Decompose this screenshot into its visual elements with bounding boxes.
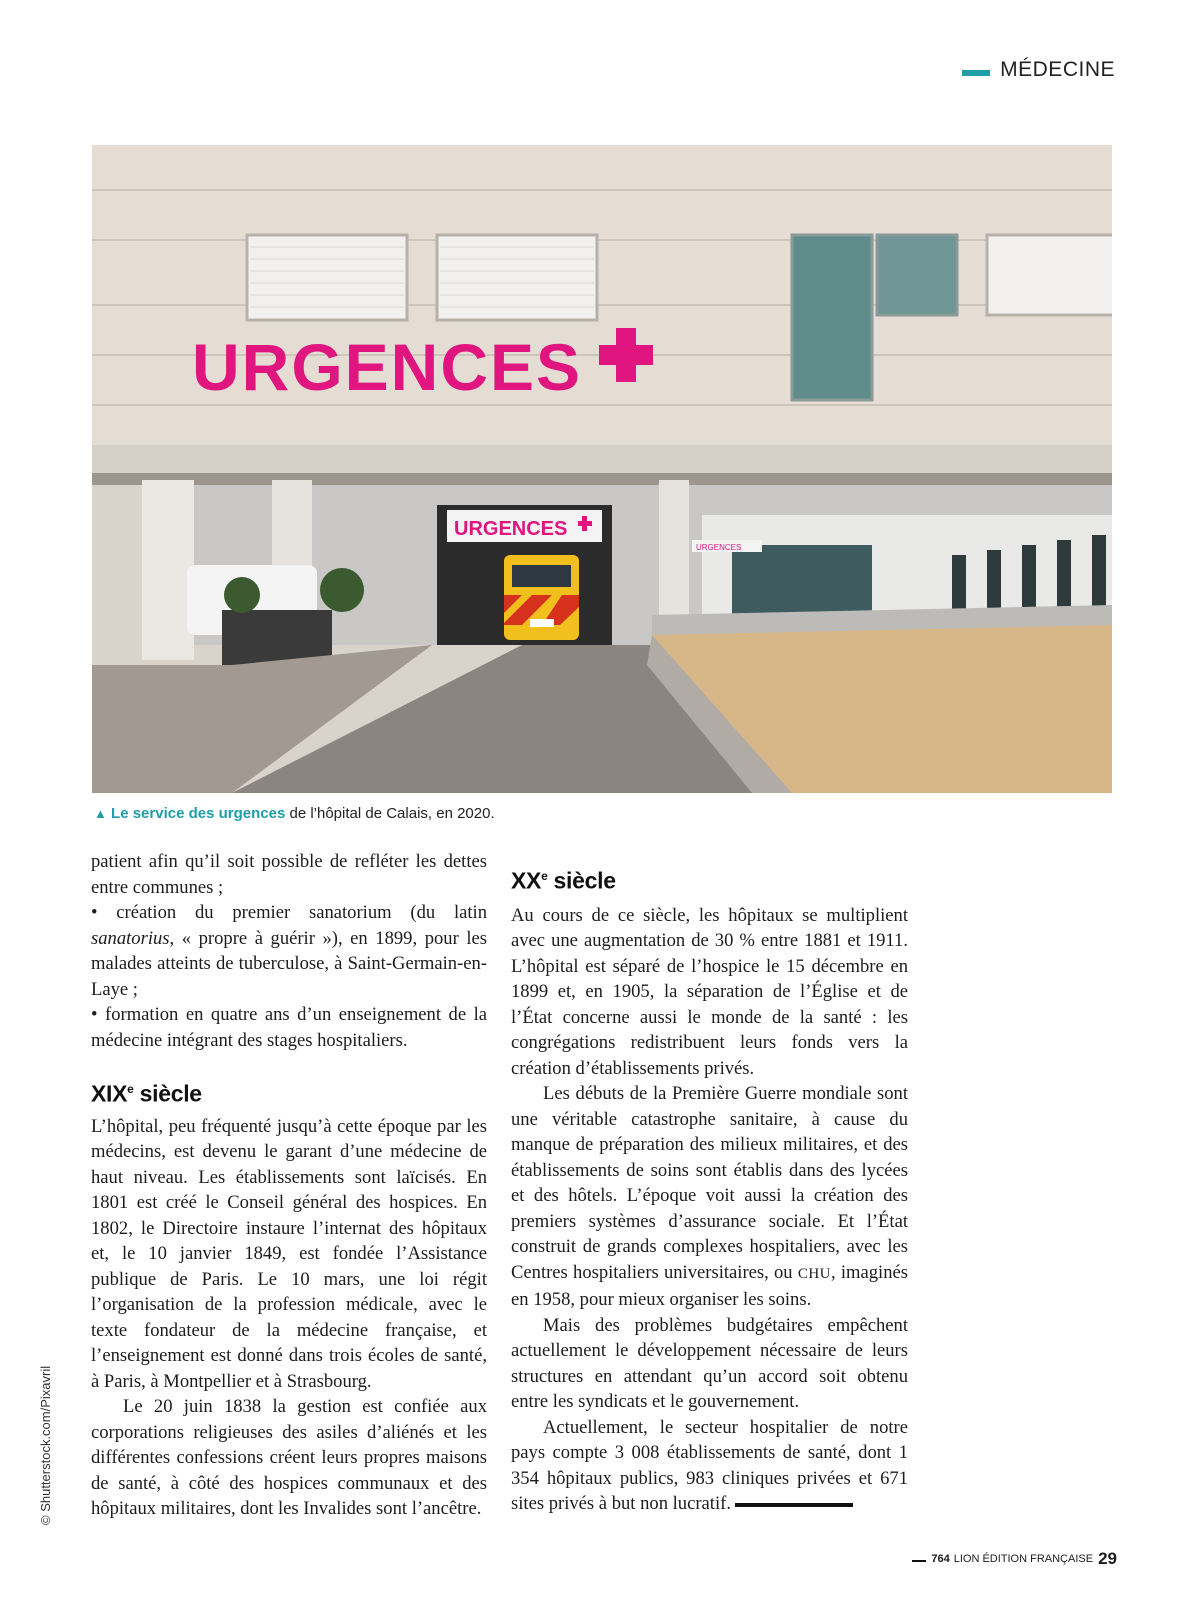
issue-number: 764 — [931, 1553, 950, 1565]
section-bar — [962, 70, 990, 76]
heading-sup: e — [541, 869, 548, 883]
heading-text: siècle — [547, 867, 616, 894]
text-run: Les débuts de la Première Guerre mondiale sont une véritable catastrophe sanitaire, à cause du manque de préparation des milieux militaires, et des établissements de soins sont établis dans des lycées et des hôtels. L’époque voit aussi la création des premiers systèmes d’assurance sociale. Et l’État construit de grands complexes hospitaliers, avec les Centres hospitaliers universitaires, ou — [511, 1083, 908, 1283]
heading-xx — [511, 862, 908, 895]
hospital-photo — [92, 145, 1112, 793]
heading-text: XIX — [91, 1080, 128, 1107]
caption-text: de l’hôpital de Calais, en 2020. — [285, 805, 495, 822]
paragraph: Au cours de ce siècle, les hôpitaux se multiplient avec une augmentation de 30 % entre 1881 et 1911. L’hôpital est séparé de l’hospice le 15 décembre en 1899 et, en 1905, la séparation de l’Église et de l’État concerne aussi le monde de la santé : les congrégations redistribuent leurs fonds vers la création d’établissements privés. — [511, 904, 908, 1079]
paragraph — [511, 1081, 908, 1313]
italic-term: sanatorius — [91, 927, 170, 949]
magazine-name: LION ÉDITION FRANÇAISE — [953, 1553, 1094, 1565]
heading-text: XX — [511, 867, 542, 894]
acronym: CHU — [797, 1265, 831, 1282]
section-label: MÉDECINE — [1000, 58, 1115, 81]
column-left — [91, 849, 487, 1522]
paragraph: Mais des problèmes budgétaires empêchent actuellement le développement nécessaire de leurs structures en attendant qu’un accord soit obtenu entre les syndicats et le gouvernement. — [511, 1314, 908, 1413]
paragraph: L’hôpital, peu fréquenté jusqu’à cette époque par les médecins, est devenu le garant d’une médecine de haut niveau. Les établissements sont laïcisés. En 1801 est créé le Conseil général des hospices. En 1802, le Directoire instaure l’internat des hôpitaux et, le 10 janvier 1849, est fondée l’Assistance publique de Paris. Le 10 mars, une loi régit l’organisation de la profession médicale, avec le texte fondateur de la médecine française, et l’enseignement est donné dans trois écoles de santé, à Paris, à Montpellier et à Strasbourg. — [91, 1115, 487, 1392]
photo-credit: © Shutterstock.com/Pixavril — [38, 1365, 53, 1525]
page-number: 29 — [1098, 1549, 1117, 1568]
paragraph — [511, 1415, 908, 1517]
paragraph — [91, 900, 487, 1002]
heading-xix — [91, 1075, 487, 1108]
urgences-small-sign: URGENCES — [696, 543, 742, 552]
caption-highlight: Le service des urgences — [111, 805, 286, 822]
text-run: • création du premier sanatorium (du latin — [91, 902, 487, 923]
page-footer — [912, 1549, 1117, 1569]
paragraph: • formation en quatre ans d’un enseignement de la médecine intégrant des stages hospitaliers. — [91, 1004, 487, 1051]
text-run: , « propre à guérir »), en 1899, pour les malades atteints de tuberculose, à Saint-Germain-en-Laye ; — [91, 927, 487, 1000]
footer-dash — [912, 1560, 926, 1562]
heading-text: siècle — [133, 1080, 202, 1107]
column-right — [511, 862, 908, 1517]
paragraph: Le 20 juin 1838 la gestion est confiée aux corporations religieuses des asiles d’aliénés et les différentes confessions créent leurs propres maisons de santé, à côté des hospices communaux et des hôpitaux militaires, dont les Invalides sont l’ancêtre. — [91, 1396, 487, 1520]
heading-sup: e — [127, 1082, 134, 1096]
paragraph: patient afin qu’il soit possible de refléter les dettes entre communes ; — [91, 851, 487, 898]
text-run: Actuellement, le secteur hospitalier de notre pays compte 3 008 établissements de santé, dont 1 354 hôpitaux publics, 983 cliniques privées et 671 sites privés à but non lucratif. — [511, 1416, 908, 1515]
section-tag — [962, 58, 1115, 82]
urgences-sign: URGENCES — [192, 330, 583, 404]
triangle-icon: ▲ — [94, 806, 107, 821]
photo-caption — [94, 805, 495, 822]
text-run: , imaginés en 1958, pour mieux organiser les soins. — [511, 1261, 908, 1311]
end-mark — [735, 1503, 853, 1507]
urgences-door-sign: URGENCES — [454, 518, 568, 540]
